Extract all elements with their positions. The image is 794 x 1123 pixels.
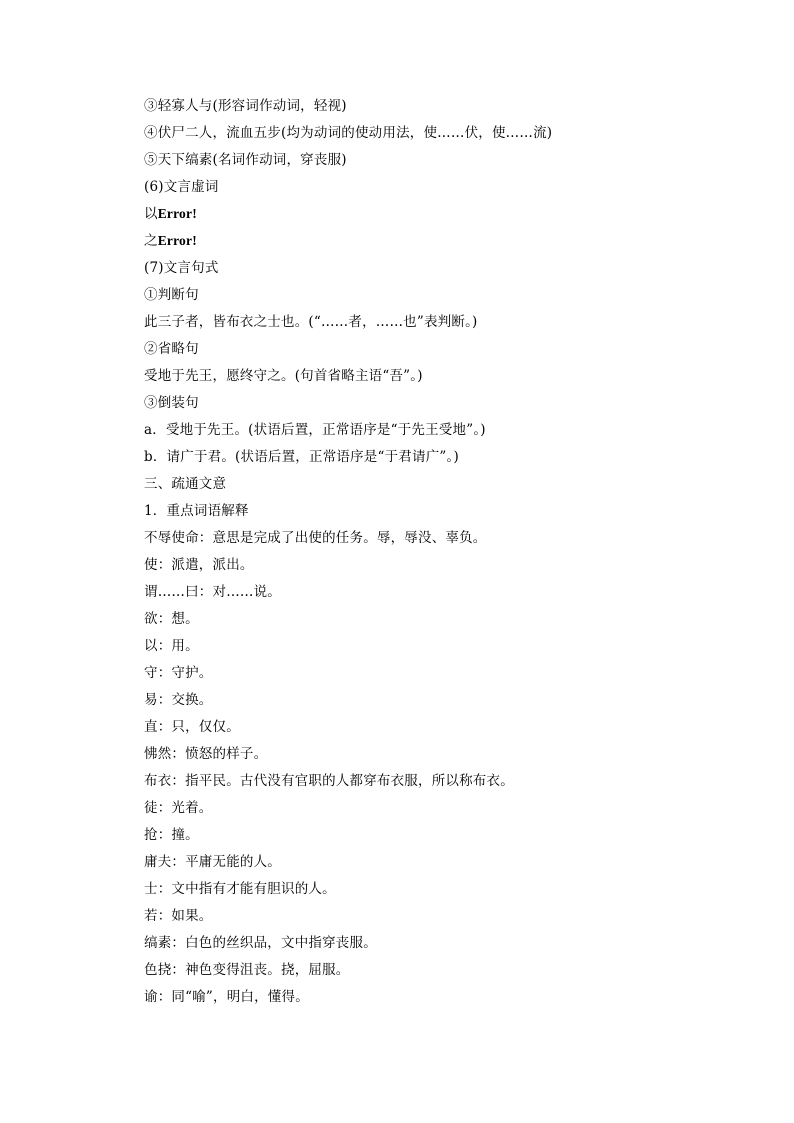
text-line: 易：交换。 [144,692,213,708]
text-line: b．请广于君。(状语后置，正常语序是“于君请广”。) [144,449,459,465]
text-line: 怫然：愤怒的样子。 [144,746,268,762]
text-line: 色挠：神色变得沮丧。挠，屈服。 [144,962,350,978]
text-line: ③轻寡人与(形容词作动词，轻视) [144,98,347,114]
text-line [144,230,197,252]
text-line [144,203,197,225]
text-line: 抢：撞。 [144,827,199,843]
text-line: 此三子者，皆布衣之士也。(“……者，……也”表判断。) [144,314,478,330]
text-line: ③倒装句 [144,395,199,411]
text-fragment: 之 [144,233,158,249]
text-line: 以：用。 [144,638,199,654]
section-heading: 三、疏通文意 [144,476,227,492]
text-line: 直：只，仅仅。 [144,719,240,735]
error-field: Error! [157,233,197,248]
section-heading: (7)文言句式 [144,260,219,276]
text-line: 使：派遣，派出。 [144,557,254,573]
text-line: 缟素：白色的丝织品，文中指穿丧服。 [144,935,377,951]
subsection-heading: 1．重点词语解释 [144,503,249,519]
text-line: ①判断句 [144,287,199,303]
text-line: ⑤天下缟素(名词作动词，穿丧服) [144,152,347,168]
text-line: 若：如果。 [144,908,213,924]
text-line: 受地于先王，愿终守之。(句首省略主语“吾”。) [144,368,423,384]
section-heading: (6)文言虚词 [144,179,219,195]
text-line: 士：文中指有才能有胆识的人。 [144,881,336,897]
text-line: ②省略句 [144,341,199,357]
text-line: 欲：想。 [144,611,199,627]
text-fragment: 以 [144,206,158,222]
text-line: 谕：同“喻”，明白，懂得。 [144,989,309,1005]
text-line: ④伏尸二人，流血五步(均为动词的使动用法，使……伏，使……流) [144,125,553,141]
error-field: Error! [157,206,197,221]
text-line: 布衣：指平民。古代没有官职的人都穿布衣服，所以称布衣。 [144,773,514,789]
text-line: 庸夫：平庸无能的人。 [144,854,281,870]
text-line: 不辱使命：意思是完成了出使的任务。辱，辱没、辜负。 [144,530,487,546]
text-line: 徒：光着。 [144,800,213,816]
text-line: 守：守护。 [144,665,213,681]
text-line: 谓……曰：对……说。 [144,584,281,600]
text-line: a．受地于先王。(状语后置，正常语序是“于先王受地”。) [144,422,486,438]
